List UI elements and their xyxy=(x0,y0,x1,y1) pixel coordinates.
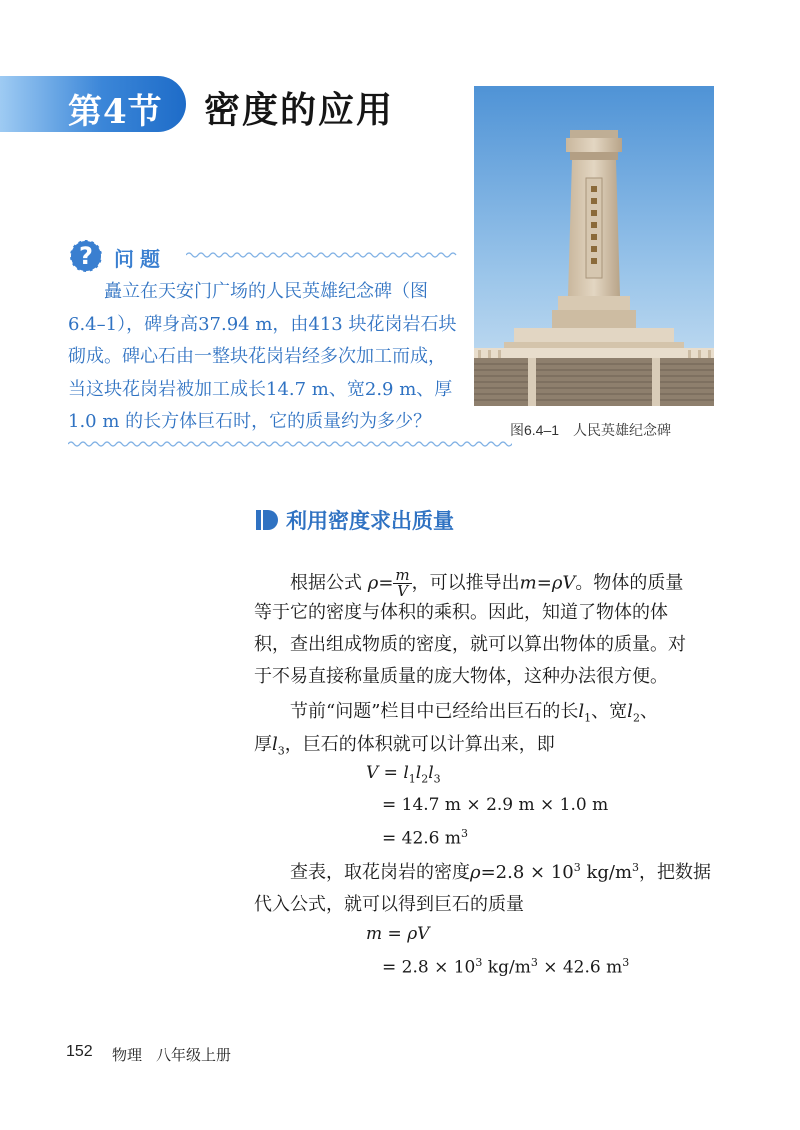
m-symbol: m xyxy=(519,572,537,594)
text: = xyxy=(536,572,552,594)
rhoV-symbol: ρV xyxy=(551,572,576,594)
subscript: 1 xyxy=(584,711,592,725)
subscript: 2 xyxy=(421,772,429,786)
para3-line2: 代入公式，就可以得到巨石的质量 xyxy=(254,894,524,915)
text: 、宽 xyxy=(591,701,628,722)
m-symbol: m xyxy=(366,924,383,944)
l-symbol: l xyxy=(578,701,585,722)
wave-divider-top xyxy=(186,251,458,259)
text: kg/m xyxy=(482,957,531,978)
text: kg/m xyxy=(580,862,633,883)
text: = xyxy=(382,924,408,944)
section-title: 密度的应用 xyxy=(204,89,395,131)
text: 厚 xyxy=(254,734,272,755)
superscript: 3 xyxy=(632,861,640,874)
subscript: 3 xyxy=(433,772,441,786)
text: ，把数据 xyxy=(639,862,712,883)
para2-line1 xyxy=(290,697,658,725)
para1-line1 xyxy=(290,568,683,599)
rhoV-symbol: ρV xyxy=(407,924,430,944)
subscript: 1 xyxy=(408,772,416,786)
text: 。物体的质量 xyxy=(575,572,684,594)
rho-symbol: ρ xyxy=(470,862,481,883)
l-symbol: l xyxy=(403,763,409,783)
section-number: 第4节 xyxy=(68,92,163,132)
footer-grade: 八年级上册 xyxy=(156,1046,232,1064)
text: 节前“问题”栏目中已经给出巨石的长 xyxy=(290,701,579,722)
superscript: 3 xyxy=(461,827,469,840)
text: = 42.6 m xyxy=(382,828,462,849)
density-fraction xyxy=(393,568,411,599)
text: ，可以推导出 xyxy=(411,572,520,594)
superscript: 3 xyxy=(573,861,581,874)
superscript: 3 xyxy=(530,956,538,969)
para1-line4: 于不易直接称量质量的庞大物体，这种办法很方便。 xyxy=(254,666,668,687)
text: 查表，取花岗岩的密度 xyxy=(290,862,470,883)
l-symbol: l xyxy=(428,763,434,783)
text: 、 xyxy=(639,701,658,722)
problem-label: 问题 xyxy=(114,247,166,271)
para1-line3: 积，查出组成物质的密度，就可以算出物体的质量。对 xyxy=(254,634,686,655)
problem-line: 1.0 m 的长方体巨石时，它的质量约为多少？ xyxy=(68,411,432,432)
monument-photo xyxy=(474,86,714,406)
v-symbol: V xyxy=(366,763,379,783)
text: 根据公式 xyxy=(290,572,368,594)
problem-text xyxy=(68,276,458,439)
text: × 42.6 m xyxy=(537,957,623,978)
eq-volume-line1 xyxy=(366,763,441,785)
fraction-numerator: m xyxy=(395,566,410,584)
footer-subject: 物理 xyxy=(112,1046,143,1064)
para3-line1 xyxy=(290,858,711,884)
eq-mass-line2 xyxy=(382,956,629,978)
subheading-marker-icon xyxy=(256,510,278,530)
eq-volume-line3 xyxy=(382,827,468,849)
l-symbol: l xyxy=(415,763,422,783)
l-symbol: l xyxy=(627,701,633,722)
text: ，巨石的体积就可以计算出来，即 xyxy=(284,734,555,755)
eq-mass-line1 xyxy=(366,924,429,944)
text: =2.8 × 10 xyxy=(480,862,574,883)
superscript: 3 xyxy=(622,956,630,969)
fraction-denominator: V xyxy=(397,582,408,600)
question-icon xyxy=(68,238,104,274)
subscript: 2 xyxy=(632,711,640,725)
figure-caption: 图6.4–1 人民英雄纪念碑 xyxy=(510,422,672,438)
problem-line: 矗立在天安门广场的人民英雄纪念碑（图 xyxy=(68,281,428,302)
superscript: 3 xyxy=(475,956,483,969)
eq-volume-line2: = 14.7 m × 2.9 m × 1.0 m xyxy=(382,795,609,815)
subheading: 利用密度求出质量 xyxy=(286,509,454,533)
para1-line2: 等于它的密度与体积的乘积。因此，知道了物体的体 xyxy=(254,602,668,623)
subscript: 3 xyxy=(277,744,285,758)
text: = xyxy=(378,572,394,594)
l-symbol: l xyxy=(272,734,278,755)
para2-line2 xyxy=(254,730,555,758)
rho-symbol: ρ xyxy=(367,572,379,594)
problem-line: 砌成。碑心石由一整块花岗岩经多次加工而成， xyxy=(68,346,446,367)
text: = 2.8 × 10 xyxy=(382,957,476,978)
svg-text:?: ? xyxy=(79,242,93,270)
text: = xyxy=(378,763,404,783)
problem-line: 6.4–1），碑身高37.94 m，由413 块花岗岩石块 xyxy=(68,313,457,335)
page-number: 152 xyxy=(66,1043,93,1060)
wave-divider-bottom xyxy=(68,440,512,448)
problem-line: 当这块花岗岩被加工成长14.7 m、宽2.9 m、厚 xyxy=(68,378,453,400)
